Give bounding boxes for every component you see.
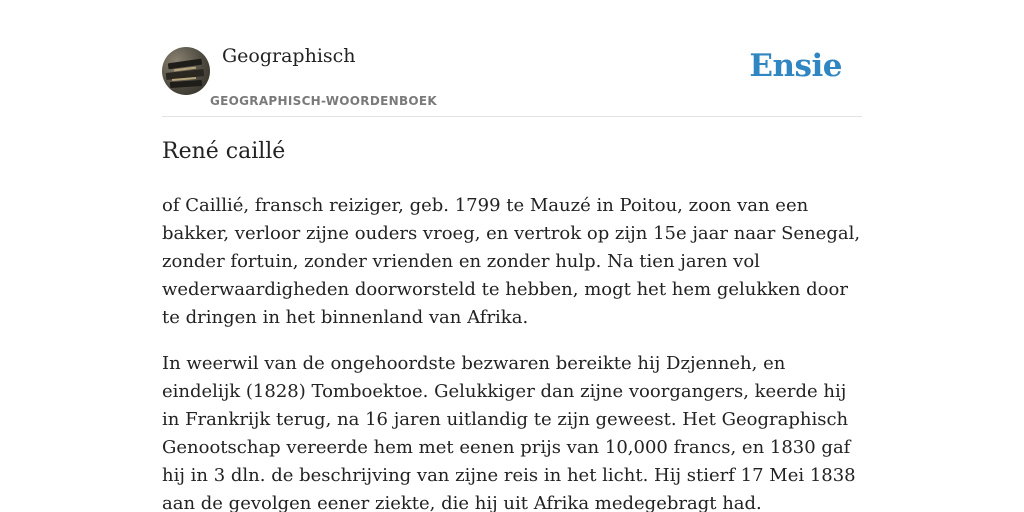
brand-logo[interactable]: Ensie (749, 48, 842, 84)
article-content (162, 192, 867, 512)
article-paragraph: In weerwil van de ongehoordste bezwaren bereikte hij Dzjenneh, en eindelijk (1828) Tomboektoe. Gelukkiger dan zijne voorgangers, keerde hij in Frankrijk terug, na 16 jaren uitlandig te zijn geweest. Het Geographisch Genootschap vereerde hem met eenen prijs van 10,000 francs, en 1830 gaf hij in 3 dln. de beschrijving van zijne reis in het licht. Hij stierf 17 Mei 1838 aan de gevolgen eener ziekte, die hij uit Afrika medegebragt had. (162, 353, 856, 512)
book-spine (170, 80, 202, 88)
article-paragraph: of Caillié, fransch reiziger, geb. 1799 te Mauzé in Poitou, zoon van een bakker, verloor zijne ouders vroeg, en vertrok op zijn 15e jaar naar Senegal, zonder fortuin, zonder vrienden en zonder hulp. Na tien jaren vol wederwaardigheden doorworsteld te hebben, mogt het hem gelukken door te dringen in het binnenland van Afrika. (162, 195, 861, 328)
header (162, 0, 862, 117)
avatar[interactable] (162, 47, 210, 95)
article-title: René caillé (162, 139, 286, 164)
site-title-link[interactable]: Geographisch (222, 45, 356, 67)
site-slug-link[interactable]: GEOGRAPHISCH-WOORDENBOEK (210, 94, 437, 108)
